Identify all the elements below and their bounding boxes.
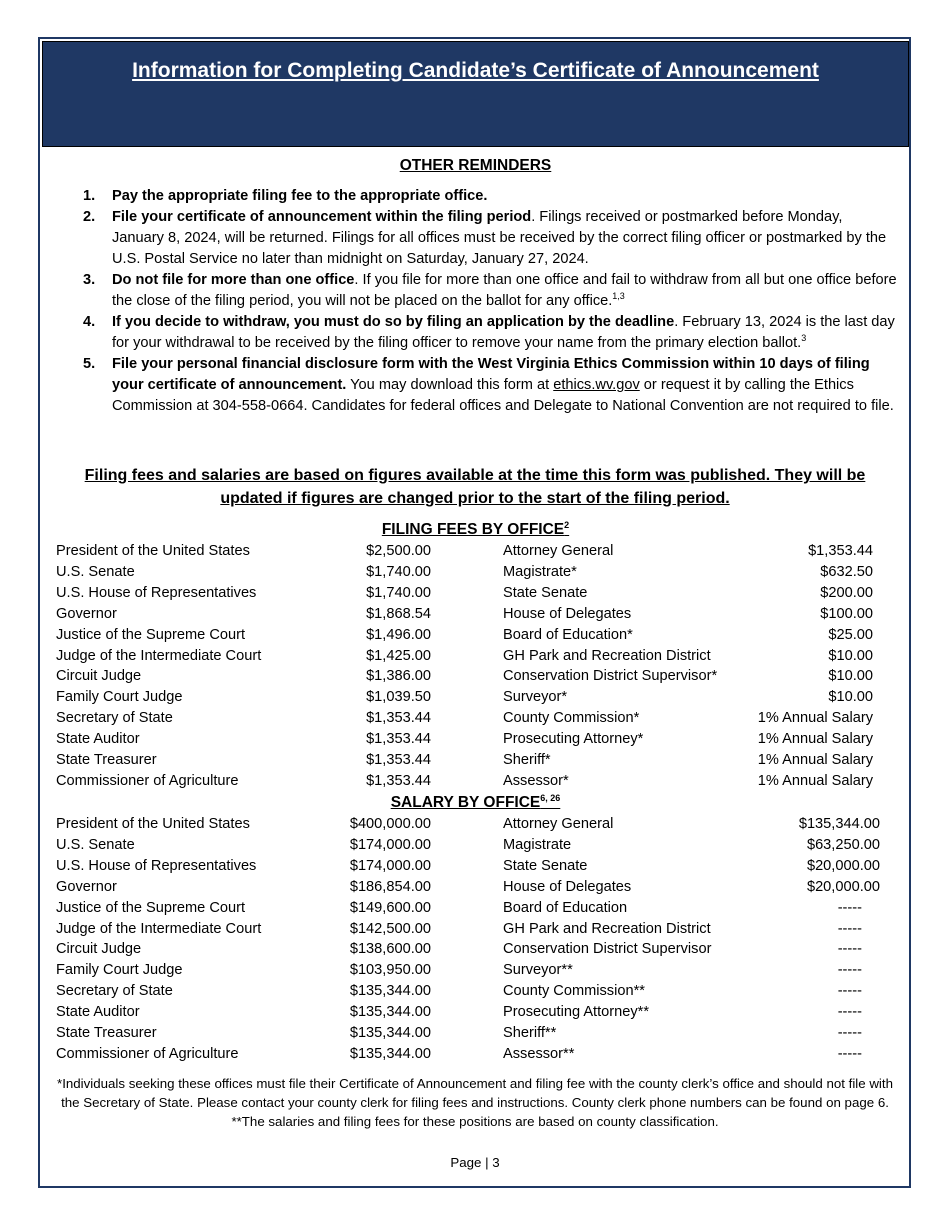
table-cell: Assessor* [503,772,569,789]
table-cell: 1% Annual Salary [757,772,873,789]
table-cell: Secretary of State [56,710,173,727]
table-row [0,606,950,627]
table-cell: Family Court Judge [56,962,183,979]
table-cell: State Senate [503,584,588,601]
table-cell: Family Court Judge [56,689,183,706]
table-cell: Circuit Judge [56,941,142,958]
table-cell: Prosecuting Attorney** [503,1004,650,1021]
table-cell: County Commission* [503,710,640,727]
table-cell: $149,600.00 [349,899,431,916]
update-notice: Filing fees and salaries are based on figures available at the time this form was published. They will be updated if figures are changed prior to the start of the filing period. [84,467,866,507]
table-cell: $25.00 [828,626,873,643]
table-row [0,710,950,731]
table-cell: ----- [837,1045,862,1062]
table-row [0,879,950,900]
table-cell: $1,740.00 [366,563,431,580]
footnote-ref: 3 [801,333,807,344]
table-cell: $174,000.00 [349,857,431,874]
table-cell: Conservation District Supervisor* [503,668,718,685]
table-row [0,921,950,942]
table-cell: $20,000.00 [806,857,880,874]
table-cell: $1,353.44 [808,543,873,559]
table-cell: $1,425.00 [366,647,431,664]
table-row [0,731,950,752]
table-cell: $10.00 [828,689,873,706]
table-cell: Governor [56,605,117,622]
table-cell: ----- [837,920,862,937]
reminders-heading: OTHER REMINDERS [399,157,552,174]
table-cell: State Treasurer [56,1025,157,1041]
table-cell: $400,000.00 [349,816,431,832]
table-cell: Justice of the Supreme Court [56,626,245,643]
table-cell: ----- [837,962,862,979]
table-cell: Surveyor** [503,962,573,979]
table-row [0,837,950,858]
table-cell: Sheriff* [503,752,551,768]
table-cell: $142,500.00 [349,920,431,937]
table-cell: ----- [837,899,862,916]
table-cell: $1,353.44 [366,731,431,748]
table-cell: U.S. House of Representatives [56,584,257,601]
table-cell: Circuit Judge [56,668,142,685]
table-cell: ----- [837,941,862,958]
table-cell: State Treasurer [56,752,157,768]
table-cell: Judge of the Intermediate Court [56,647,262,664]
salary-heading: SALARY BY OFFICE$^{6, 26}$ [390,792,561,811]
table-row [0,564,950,585]
table-cell: State Auditor [56,731,140,748]
table-cell: Conservation District Supervisor [503,941,712,958]
table-row [0,900,950,921]
table-row [0,543,950,564]
table-cell: $10.00 [828,668,873,685]
table-cell: $2,500.00 [366,543,431,559]
table-cell: County Commission** [503,983,645,1000]
table-cell: Magistrate* [503,563,577,580]
footnote-ref: 6, 26 [540,792,561,803]
list-item: 1. Pay the appropriate filing fee to the appropriate office. [83,188,488,204]
list-item: 3. Do not file for more than one office. If you file for more than one office and fail to withdraw from all but one office before the close of the filing period, you will not be placed on the ballot for any office.$^{1,3}$ [83,272,897,309]
table-cell: $1,353.44 [366,772,431,789]
table-cell: $1,353.44 [366,752,431,768]
table-cell: U.S. Senate [56,836,135,853]
table-cell: Attorney General [503,816,614,832]
table-cell: ----- [837,1004,862,1021]
table-cell: $63,250.00 [806,836,880,853]
table-cell: $10.00 [828,647,873,664]
table-cell: House of Delegates [503,878,632,895]
table-cell: Attorney General [503,543,614,559]
table-cell: GH Park and Recreation District [503,647,711,664]
page-title: Information for Completing Candidate’s Certificate of Announcement [132,59,819,82]
table-cell: $138,600.00 [349,941,431,958]
table-cell: Justice of the Supreme Court [56,899,245,916]
table-cell: $135,344.00 [349,1045,431,1062]
table-cell: $20,000.00 [806,878,880,895]
table-cell: 1% Annual Salary [757,752,873,768]
table-cell: Assessor** [503,1045,575,1062]
table-row [0,1025,950,1046]
reminders-list [83,186,898,417]
table-cell: ----- [837,1025,862,1041]
table-cell: $632.50 [820,563,873,580]
table-cell: Board of Education* [503,626,633,643]
list-item: 5. File your personal financial disclosure form with the West Virginia Ethics Commission within 10 days of filing your certificate of announcement. You may download this form at ethics.wv.gov or request it by calling the Ethics Commission at 304-558-0664. Candidates for federal offices and Delegate to National Convention are not required to file. [83,356,894,414]
title-banner [42,41,909,147]
footnote-ref: 2 [564,519,570,530]
table-cell: U.S. House of Representatives [56,857,257,874]
table-cell: $186,854.00 [349,878,431,895]
table-row [0,585,950,606]
table-cell: $103,950.00 [349,962,431,979]
table-cell: Commissioner of Agriculture [56,1045,239,1062]
table-cell: State Auditor [56,1004,140,1021]
table-row [0,941,950,962]
table-cell: $100.00 [820,605,873,622]
table-cell: Secretary of State [56,983,173,1000]
table-cell: $135,344.00 [349,983,431,1000]
ethics-link[interactable]: ethics.wv.gov [553,377,640,393]
footnote-ref: 1,3 [612,291,625,302]
table-cell: $135,344.00 [798,816,880,832]
table-cell: State Senate [503,857,588,874]
table-cell: $135,344.00 [349,1025,431,1041]
table-cell: 1% Annual Salary [757,710,873,727]
table-cell: Sheriff** [503,1025,557,1041]
table-cell: ----- [837,983,862,1000]
table-row [0,752,950,773]
table-cell: Governor [56,878,117,895]
table-cell: $135,344.00 [349,1004,431,1021]
table-cell: $1,386.00 [366,668,431,685]
table-row [0,648,950,669]
table-cell: Magistrate [503,836,572,853]
table-cell: House of Delegates [503,605,632,622]
footnote: *Individuals seeking these offices must file their Certificate of Announcement and filing fee with the county clerk’s office and should not file with the Secretary of State. Please contact your county clerk for filing fees and instructions. County clerk phone numbers can be found on page 6. **The salaries and filing fees for these positions are based on county classification. [57,1076,893,1129]
table-cell: $200.00 [820,584,873,601]
table-row [0,858,950,879]
page-number: Page | 3 [450,1155,500,1170]
table-cell: $174,000.00 [349,836,431,853]
table-row [0,983,950,1004]
table-cell: $1,353.44 [366,710,431,727]
table-cell: U.S. Senate [56,563,135,580]
table-row [0,627,950,648]
table-cell: $1,039.50 [366,689,431,706]
table-cell: President of the United States [56,543,250,559]
table-row [0,689,950,710]
table-cell: Surveyor* [503,689,568,706]
table-cell: President of the United States [56,816,250,832]
fees-heading: FILING FEES BY OFFICE$^2$ [381,519,570,538]
table-cell: $1,868.54 [366,605,431,622]
table-cell: $1,496.00 [366,626,431,643]
table-cell: GH Park and Recreation District [503,920,711,937]
table-cell: Board of Education [503,899,628,916]
table-cell: 1% Annual Salary [757,731,873,748]
table-row [0,962,950,983]
table-cell: Judge of the Intermediate Court [56,920,262,937]
table-row [0,816,950,837]
table-row [0,1046,950,1067]
table-row [0,773,950,794]
table-cell: Commissioner of Agriculture [56,772,239,789]
table-row [0,1004,950,1025]
list-item: 4. If you decide to withdraw, you must do so by filing an application by the deadline. February 13, 2024 is the last day for your withdrawal to be received by the filing officer to remove your name from the primary election ballot.$^3$ [83,314,895,351]
table-row [0,668,950,689]
table-cell: $1,740.00 [366,584,431,601]
table-cell: Prosecuting Attorney* [503,731,644,748]
list-item: 2. File your certificate of announcement within the filing period. Filings received or postmarked before Monday, January 8, 2024, will be returned. Filings for all offices must be received by the correct filing officer or postmarked by the U.S. Postal Service no later than midnight on Saturday, January 27, 2024. [83,209,887,267]
